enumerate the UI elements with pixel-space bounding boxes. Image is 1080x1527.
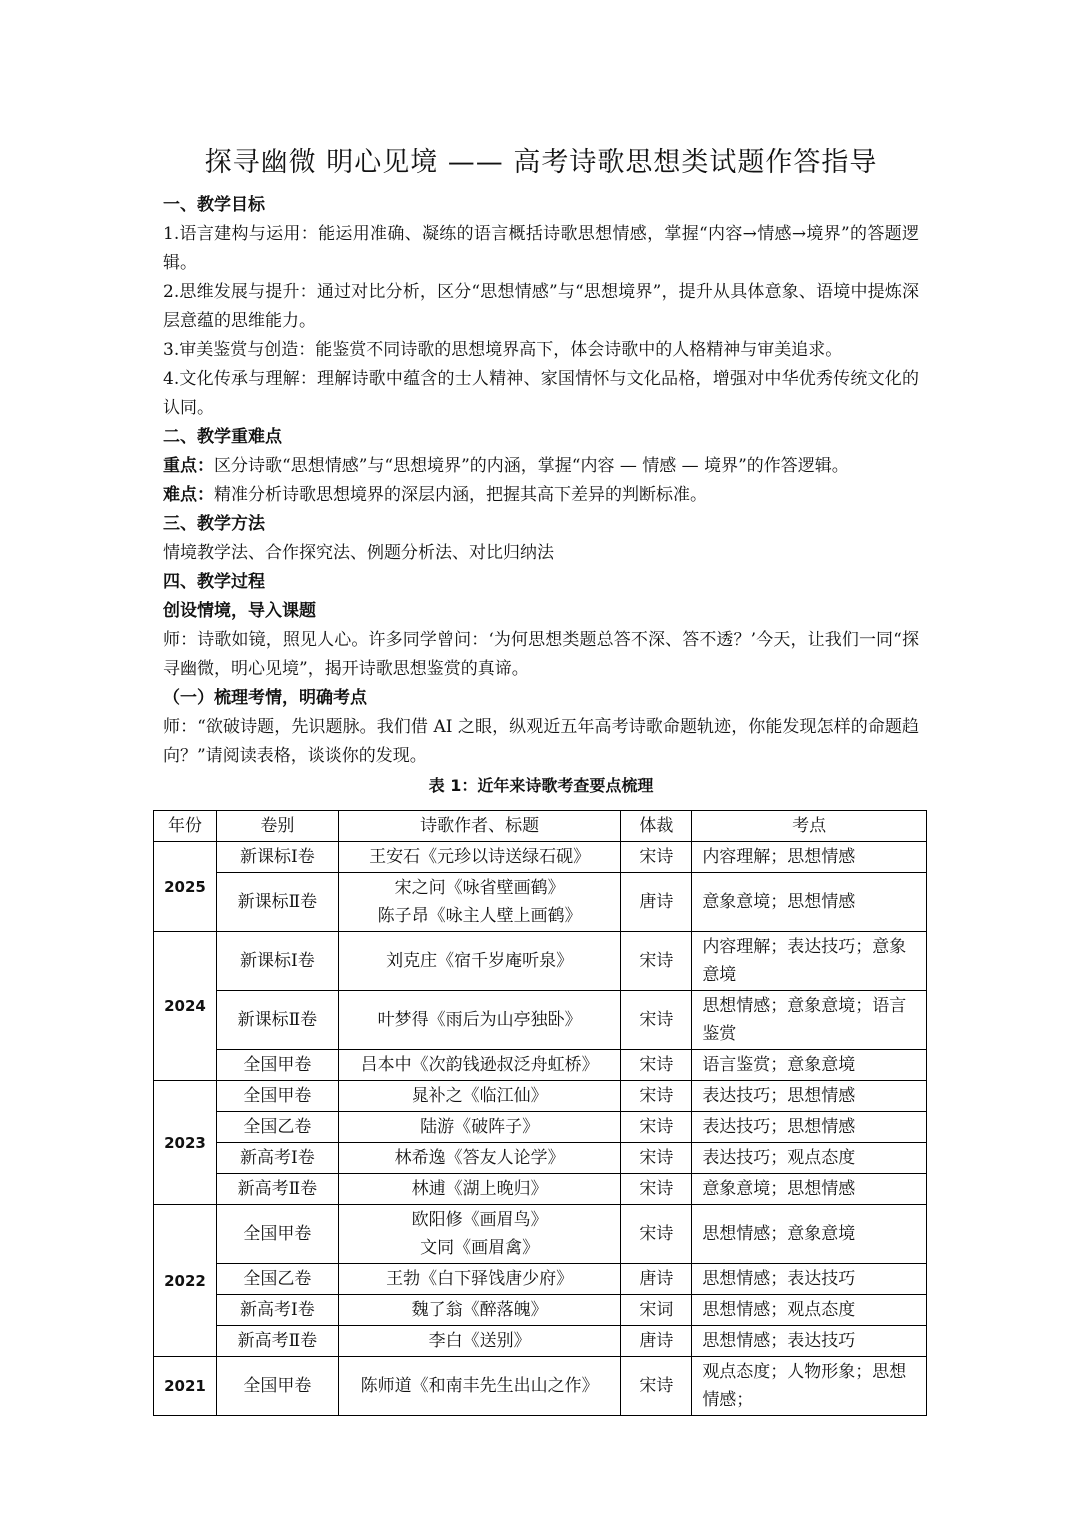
header-poem: 诗歌作者、标题: [338, 811, 621, 842]
table-header-row: [154, 811, 927, 842]
table-caption: 表 1：近年来诗歌考查要点梳理: [428, 776, 654, 795]
poem-cell: 刘克庄《宿千岁庵听泉》: [338, 932, 621, 991]
poem-line: 文同《画眉禽》: [420, 1238, 540, 1258]
hard-point-label: 难点：: [163, 485, 214, 505]
exam-table: [153, 810, 927, 1416]
paper-cell: 全国甲卷: [216, 1205, 338, 1264]
points-cell: 表达技巧；思想情感: [692, 1112, 927, 1143]
table-row: [154, 1050, 927, 1081]
genre-cell: 宋诗: [621, 1205, 692, 1264]
poem-cell: 林希逸《答友人论学》: [338, 1143, 621, 1174]
paper-cell: 新课标Ⅱ卷: [216, 873, 338, 932]
year-cell: 2023: [154, 1081, 217, 1205]
intro-text: 师：诗歌如镜，照见人心。许多同学曾问：‘为何思想类题总答不深、答不透？’今天，让我们一同“探寻幽微，明心见境”，揭开诗歌思想鉴赏的真谛。: [163, 630, 919, 679]
paper-cell: 新课标Ⅱ卷: [216, 991, 338, 1050]
poem-cell: 吕本中《次韵钱逊叔泛舟虹桥》: [338, 1050, 621, 1081]
points-cell: 思想情感；意象意境；语言鉴赏: [692, 991, 927, 1050]
points-cell: 意象意境；思想情感: [692, 873, 927, 932]
section-heading-difficulty: 二、教学重难点: [163, 427, 282, 447]
points-cell: 思想情感；表达技巧: [692, 1326, 927, 1357]
genre-cell: 唐诗: [621, 1264, 692, 1295]
points-cell: 思想情感；观点态度: [692, 1295, 927, 1326]
paper-cell: 全国乙卷: [216, 1264, 338, 1295]
paper-cell: 新课标Ⅰ卷: [216, 842, 338, 873]
poem-line: 陈子昂《咏主人壁上画鹤》: [377, 906, 582, 926]
paper-cell: 全国乙卷: [216, 1112, 338, 1143]
table-row: [154, 1326, 927, 1357]
genre-cell: 宋诗: [621, 1050, 692, 1081]
poem-cell: 魏了翁《醉落魄》: [338, 1295, 621, 1326]
table-row: [154, 1143, 927, 1174]
poem-cell: 王勃《白下驿饯唐少府》: [338, 1264, 621, 1295]
poem-cell: 林逋《湖上晚归》: [338, 1174, 621, 1205]
genre-cell: 宋诗: [621, 1174, 692, 1205]
poem-line: 宋之问《咏省壁画鹤》: [394, 878, 565, 898]
genre-cell: 宋诗: [621, 1081, 692, 1112]
table-row: [154, 932, 927, 991]
points-cell: 语言鉴赏；意象意境: [692, 1050, 927, 1081]
points-cell: 思想情感；意象意境: [692, 1205, 927, 1264]
points-cell: 表达技巧；观点态度: [692, 1143, 927, 1174]
header-points: 考点: [692, 811, 927, 842]
hard-point-text: 精准分析诗歌思想境界的深层内涵，把握其高下差异的判断标准。: [214, 485, 707, 505]
poem-line: 欧阳修《画眉鸟》: [411, 1210, 548, 1230]
hard-point-paragraph: [163, 481, 919, 510]
table-row: [154, 991, 927, 1050]
table-row: [154, 1174, 927, 1205]
poem-cell: 陈师道《和南丰先生出山之作》: [338, 1357, 621, 1416]
section-heading-process: 四、教学过程: [163, 572, 265, 592]
table-row: [154, 1264, 927, 1295]
points-cell: 表达技巧；思想情感: [692, 1081, 927, 1112]
genre-cell: 宋诗: [621, 842, 692, 873]
table-row: [154, 873, 927, 932]
table-row: [154, 842, 927, 873]
table-row: [154, 1112, 927, 1143]
key-point-paragraph: [163, 452, 919, 481]
key-point-label: 重点：: [163, 456, 214, 476]
poem-cell: 王安石《元珍以诗送绿石砚》: [338, 842, 621, 873]
paper-cell: 全国甲卷: [216, 1050, 338, 1081]
table-row: [154, 1205, 927, 1264]
genre-cell: 宋诗: [621, 1112, 692, 1143]
page-title: 探寻幽微 明心见境 —— 高考诗歌思想类试题作答指导: [204, 147, 878, 178]
header-paper: 卷别: [216, 811, 338, 842]
document-page: [163, 140, 919, 799]
year-cell: 2022: [154, 1205, 217, 1357]
poem-cell: 叶梦得《雨后为山亭独卧》: [338, 991, 621, 1050]
paper-cell: 新高考Ⅰ卷: [216, 1295, 338, 1326]
header-year: 年份: [154, 811, 217, 842]
paper-cell: 全国甲卷: [216, 1081, 338, 1112]
poem-cell: 陆游《破阵子》: [338, 1112, 621, 1143]
paper-cell: 新高考Ⅱ卷: [216, 1326, 338, 1357]
table-row: [154, 1295, 927, 1326]
intro-heading: 创设情境，导入课题: [163, 601, 316, 621]
poem-cell: 晁补之《临江仙》: [338, 1081, 621, 1112]
paper-cell: 新高考Ⅱ卷: [216, 1174, 338, 1205]
genre-cell: 宋词: [621, 1295, 692, 1326]
genre-cell: 唐诗: [621, 1326, 692, 1357]
points-cell: 内容理解；表达技巧；意象意境: [692, 932, 927, 991]
genre-cell: 宋诗: [621, 1143, 692, 1174]
header-genre: 体裁: [621, 811, 692, 842]
paper-cell: 全国甲卷: [216, 1357, 338, 1416]
key-point-text: 区分诗歌“思想情感”与“思想境界”的内涵，掌握“内容 — 情感 — 境界”的作答逻辑。: [214, 456, 849, 476]
sub-text: 师：“欲破诗题，先识题脉。我们借 AI 之眼，纵观近五年高考诗歌命题轨迹，你能发现怎样的命题趋向？”请阅读表格，谈谈你的发现。: [163, 717, 919, 766]
poem-cell: [338, 1205, 621, 1264]
goal-item: 2.思维发展与提升：通过对比分析，区分“思想情感”与“思想境界”，提升从具体意象、语境中提炼深层意蕴的思维能力。: [163, 282, 919, 331]
points-cell: 思想情感；表达技巧: [692, 1264, 927, 1295]
year-cell: 2025: [154, 842, 217, 932]
genre-cell: 宋诗: [621, 932, 692, 991]
poem-cell: [338, 873, 621, 932]
goal-item: 1.语言建构与运用：能运用准确、凝练的语言概括诗歌思想情感，掌握“内容→情感→境界”的答题逻辑。: [163, 224, 919, 273]
table-row: [154, 1081, 927, 1112]
poem-cell: 李白《送别》: [338, 1326, 621, 1357]
genre-cell: 宋诗: [621, 1357, 692, 1416]
goal-item: 3.审美鉴赏与创造：能鉴赏不同诗歌的思想境界高下，体会诗歌中的人格精神与审美追求。: [163, 340, 843, 360]
section-heading-goals: 一、教学目标: [163, 195, 265, 215]
section-heading-method: 三、教学方法: [163, 514, 265, 534]
goal-item: 4.文化传承与理解：理解诗歌中蕴含的士人精神、家国情怀与文化品格，增强对中华优秀传统文化的认同。: [163, 369, 919, 418]
year-cell: 2021: [154, 1357, 217, 1416]
genre-cell: 宋诗: [621, 991, 692, 1050]
points-cell: 意象意境；思想情感: [692, 1174, 927, 1205]
points-cell: 观点态度；人物形象；思想情感；: [692, 1357, 927, 1416]
genre-cell: 唐诗: [621, 873, 692, 932]
year-cell: 2024: [154, 932, 217, 1081]
sub-heading: （一）梳理考情，明确考点: [163, 688, 367, 708]
paper-cell: 新课标Ⅰ卷: [216, 932, 338, 991]
method-text: 情境教学法、合作探究法、例题分析法、对比归纳法: [163, 543, 554, 563]
paper-cell: 新高考Ⅰ卷: [216, 1143, 338, 1174]
table-row: [154, 1357, 927, 1416]
points-cell: 内容理解；思想情感: [692, 842, 927, 873]
